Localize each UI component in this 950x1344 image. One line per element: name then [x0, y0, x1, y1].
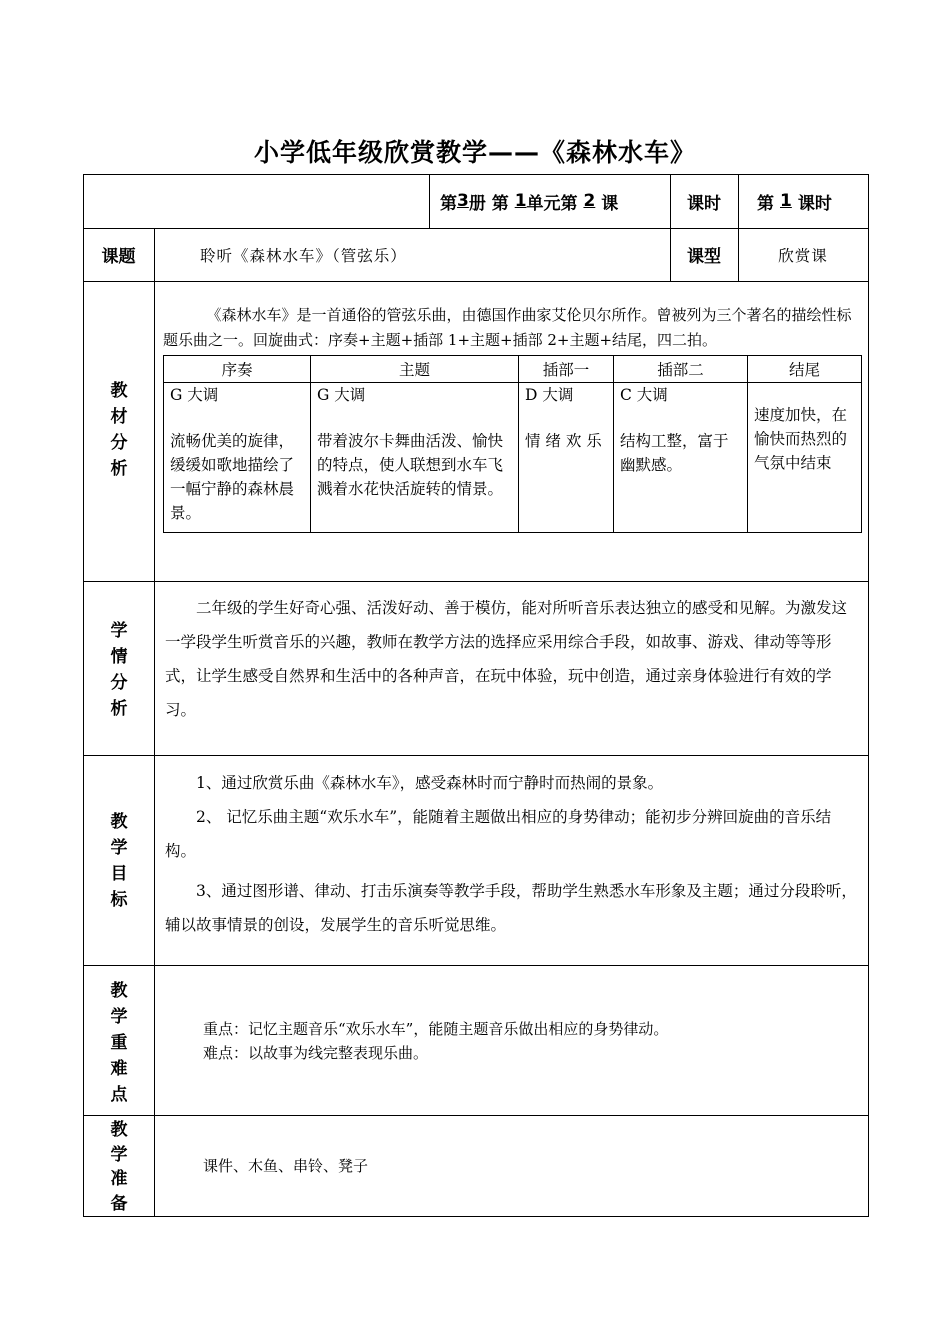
period-label: 课时 [687, 193, 721, 214]
col-header: 主题 [311, 356, 519, 383]
book-prefix: 第 [440, 193, 457, 214]
unit-number: 1 [514, 191, 527, 211]
difficult-point: 难点：以故事为线完整表现乐曲。 [203, 1044, 429, 1062]
goal-item: 1、通过欣赏乐曲《森林水车》，感受森林时而宁静时而热闹的景象。 [196, 774, 664, 792]
section-desc: 带着波尔卡舞曲活泼、愉快的特点，使人联想到水车飞溅着水花快活旋转的情景。 [317, 432, 504, 498]
page-title: 小学低年级欣赏教学——《森林水车》 [253, 138, 696, 167]
book-suffix: 册 第 [468, 193, 509, 214]
goal-item: 3、通过图形谱、律动、打击乐演奏等教学手段，帮助学生熟悉水车形象及主题；通过分段聆听，辅以故事情景的创设，发展学生的音乐听觉思维。 [165, 882, 857, 934]
col-header: 结尾 [748, 356, 862, 383]
prep-text: 课件、木鱼、串铃、凳子 [203, 1157, 369, 1175]
unit-suffix: 单元第 [526, 193, 578, 214]
keypoints-label: 教学重难点 [110, 981, 128, 1105]
lesson-number: 2 [583, 191, 596, 211]
topic-value: 聆听《森林水车》（管弦乐） [200, 246, 407, 265]
goal-item: 2、 记忆乐曲主题“欢乐水车”，能随着主题做出相应的身势律动；能初步分辨回旋曲的音乐结构。 [165, 808, 832, 860]
key-label: G 大调 [317, 386, 366, 404]
material-intro: 《森林水车》是一首通俗的管弦乐曲，由德国作曲家艾伦贝尔所作。曾被列为三个著名的描绘性标题乐曲之一。回旋曲式：序奏+主题+插部 1+主题+插部 2+主题+结尾，四二拍。 [163, 306, 852, 349]
theme-cell [311, 383, 519, 533]
material-label: 教材分析 [110, 381, 128, 479]
book-unit-lesson [440, 174, 618, 228]
key-point: 重点：记忆主题音乐“欢乐水车”，能随主题音乐做出相应的身势律动。 [203, 1020, 669, 1038]
section-desc: 结构工整，富于幽默感。 [620, 432, 729, 474]
period-number: 1 [780, 191, 792, 211]
prep-label: 教学准备 [110, 1120, 128, 1214]
key-label: G 大调 [170, 386, 219, 404]
key-label: C 大调 [620, 386, 668, 404]
intro-cell [164, 383, 311, 533]
period-value [757, 174, 832, 228]
period-prefix: 第 [757, 193, 774, 214]
lesson-suffix: 课 [601, 193, 619, 214]
section-desc: 情 绪 欢 乐 [525, 432, 602, 450]
topic-label: 课题 [101, 247, 136, 267]
book-number: 3 [457, 191, 469, 211]
section-desc: 速度加快，在愉快而热烈的气氛中结束 [754, 406, 848, 472]
type-label: 课型 [687, 247, 721, 267]
section-desc: 流畅优美的旋律，缓缓如歌地描绘了一幅宁静的森林晨景。 [170, 432, 295, 522]
col-header: 序奏 [164, 356, 311, 383]
col-header: 插部二 [614, 356, 748, 383]
students-text: 二年级的学生好奇心强、活泼好动、善于模仿，能对所听音乐表达独立的感受和见解。为激发这一学段学生听赏音乐的兴趣，教师在教学方法的选择应采用综合手段，如故事、游戏、律动等等形式，让学生感受自然界和生活中的各种声音，在玩中体验，玩中创造，通过亲身体验进行有效的学习。 [165, 599, 848, 719]
period-suffix: 课时 [797, 193, 832, 214]
goals-label: 教学目标 [110, 812, 128, 910]
coda-cell [748, 383, 862, 533]
episode1-cell [519, 383, 614, 533]
students-label: 学情分析 [110, 621, 128, 719]
key-label: D 大调 [525, 386, 574, 404]
episode2-cell [614, 383, 748, 533]
structure-table [163, 355, 862, 533]
type-value: 欣赏课 [778, 246, 828, 265]
col-header: 插部一 [519, 356, 614, 383]
